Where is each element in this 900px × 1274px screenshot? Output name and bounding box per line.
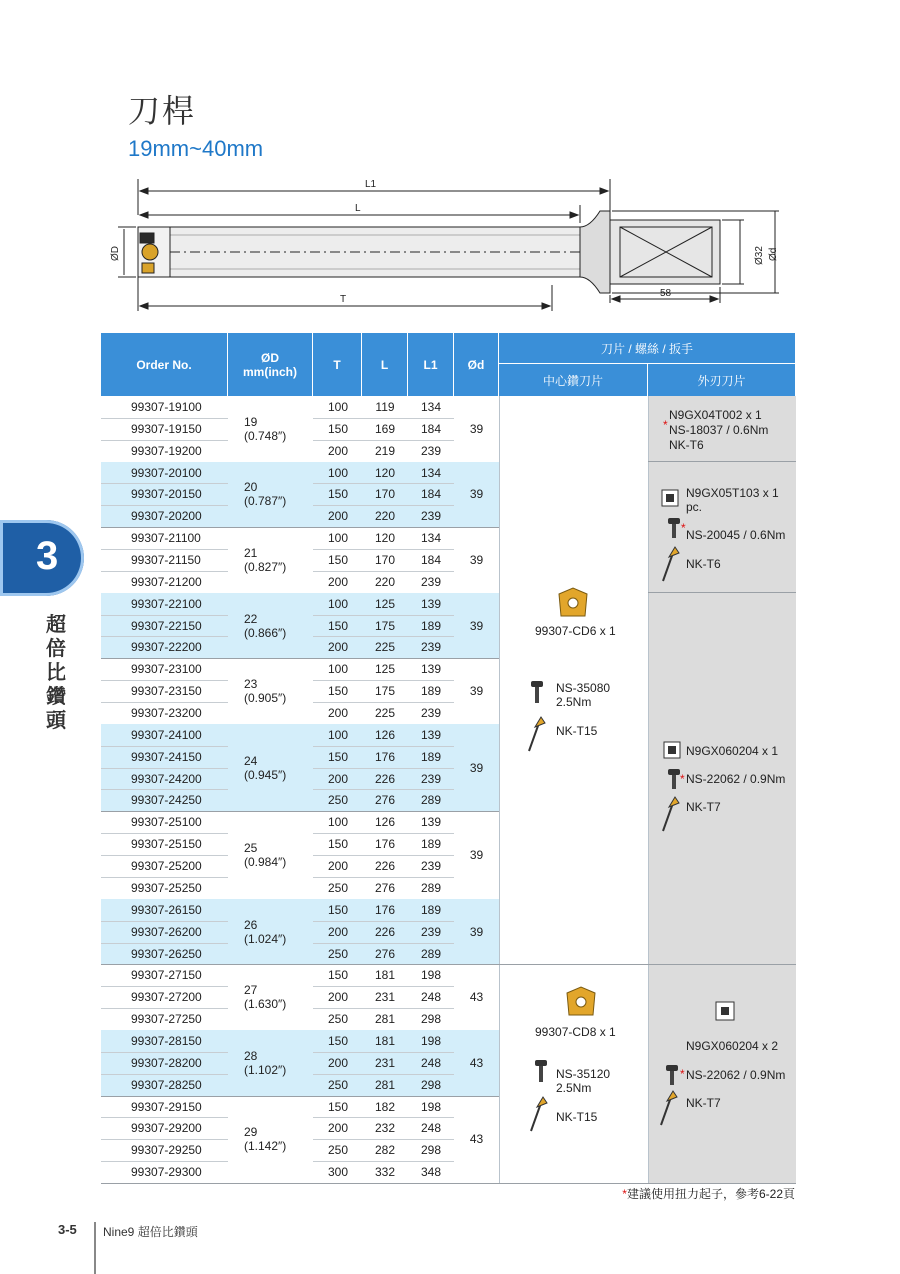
outer1-star: * [663, 418, 668, 432]
l-value: 332 [374, 1165, 396, 1180]
l-value: 170 [374, 487, 396, 502]
dim-d: Ød [768, 247, 779, 261]
diameter-mm: 29 [244, 1125, 258, 1140]
l-value: 226 [374, 771, 396, 786]
order-number: 99307-27200 [131, 990, 202, 1005]
t-value: 150 [327, 902, 349, 917]
l1-value: 348 [420, 1165, 442, 1180]
chapter-tab [0, 520, 84, 596]
l-value: 281 [374, 1077, 396, 1092]
diameter-inch: (0.748″) [244, 428, 287, 443]
t-value: 100 [327, 727, 349, 742]
t-value: 150 [327, 487, 349, 502]
wrench-icon [657, 1089, 679, 1127]
header-group: 刀片 / 螺絲 / 扳手 [499, 333, 796, 364]
diameter-inch: (0.866″) [244, 625, 287, 640]
order-number: 99307-20100 [131, 465, 202, 480]
t-value: 250 [327, 1012, 349, 1027]
l1-value: 289 [420, 946, 442, 961]
order-number: 99307-22150 [131, 618, 202, 633]
l1-value: 298 [420, 1012, 442, 1027]
l-value: 176 [374, 749, 396, 764]
outer3-screw: NS-22062 / 0.9Nm [686, 772, 786, 786]
outer2-insert-a: N9GX05T103 x 1 [686, 486, 779, 500]
t-value: 200 [327, 509, 349, 524]
footnote [622, 1185, 795, 1202]
t-value: 150 [327, 837, 349, 852]
shank-diameter: 39 [469, 618, 484, 633]
order-number: 99307-29150 [131, 1099, 202, 1114]
footnote-star: * [622, 1187, 627, 1201]
outer2-insert-b: pc. [686, 500, 703, 514]
l-value: 170 [374, 553, 396, 568]
center2-screw-a: NS-35120 [556, 1067, 611, 1081]
t-value: 150 [327, 968, 349, 983]
l1-value: 134 [420, 400, 442, 414]
l-value: 220 [374, 509, 396, 524]
l1-value: 198 [420, 1099, 442, 1114]
page-subtitle: 19mm~40mm [128, 136, 264, 161]
order-number: 99307-25200 [131, 859, 202, 874]
l1-value: 289 [420, 880, 442, 895]
order-number: 99307-23150 [131, 684, 202, 699]
t-value: 200 [327, 771, 349, 786]
footnote-text: 建議使用扭力起子，參考6-22頁 [626, 1187, 795, 1201]
order-number: 99307-24100 [131, 727, 202, 742]
order-number: 99307-21150 [131, 553, 201, 568]
l-value: 220 [374, 574, 396, 589]
order-number: 99307-28150 [131, 1033, 202, 1048]
diameter-mm: 23 [244, 677, 258, 692]
section-divider [499, 964, 796, 965]
l1-value: 189 [420, 618, 442, 633]
l-value: 125 [374, 596, 396, 611]
t-value: 200 [327, 1055, 349, 1070]
header-dia-label: ØD [261, 350, 279, 365]
diameter-inch: (1.024″) [244, 931, 287, 946]
shank-diameter: 39 [469, 421, 484, 436]
center1-screw-b: 2.5Nm [556, 695, 592, 709]
shank-diameter: 39 [469, 487, 484, 502]
shank-diameter: 43 [469, 1132, 484, 1147]
chapter-number: 3 [36, 534, 59, 578]
shank-diameter: 39 [469, 552, 484, 567]
header-outer: 外刃刀片 [648, 364, 796, 396]
l-value: 181 [374, 1033, 396, 1048]
l-value: 119 [375, 400, 395, 414]
t-value: 200 [327, 859, 349, 874]
t-value: 150 [327, 421, 349, 436]
l-value: 176 [374, 837, 396, 852]
screw-icon [665, 1065, 681, 1087]
l1-value: 198 [420, 968, 442, 983]
dim-l1: L1 [365, 179, 377, 190]
l-value: 231 [374, 1055, 396, 1070]
l1-value: 239 [420, 509, 442, 524]
diameter-mm: 22 [244, 611, 258, 626]
outer4-insert: N9GX060204 x 2 [686, 1039, 779, 1053]
diameter-cell [244, 546, 286, 574]
l1-value: 239 [420, 640, 442, 655]
diameter-cell [244, 983, 286, 1011]
t-value: 150 [327, 749, 349, 764]
center2-key: NK-T15 [556, 1110, 598, 1124]
diameter-cell [244, 1049, 286, 1077]
l-value: 126 [374, 727, 396, 742]
l1-value: 248 [420, 1121, 442, 1136]
l1-value: 184 [420, 421, 442, 436]
t-value: 200 [327, 1121, 349, 1136]
diameter-cell [244, 612, 286, 640]
header-order: Order No. [101, 333, 228, 396]
l-value: 181 [374, 968, 396, 983]
order-number: 99307-24150 [131, 749, 202, 764]
order-number: 99307-25100 [131, 815, 202, 830]
l-value: 276 [374, 946, 396, 961]
center1-key: NK-T15 [556, 724, 598, 738]
order-number: 99307-19200 [131, 443, 202, 458]
l-value: 226 [374, 859, 396, 874]
l1-value: 239 [420, 443, 442, 458]
diameter-inch: (1.142″) [244, 1139, 287, 1154]
t-value: 250 [327, 793, 349, 808]
order-number: 99307-29250 [131, 1143, 202, 1158]
insert-square-icon [715, 1001, 735, 1021]
l-value: 126 [374, 815, 396, 830]
l-value: 225 [374, 706, 396, 721]
header-dia [228, 333, 313, 396]
diameter-inch: (1.102″) [244, 1062, 287, 1077]
tool-drawing [100, 175, 800, 315]
order-number: 99307-19150 [131, 421, 202, 436]
l1-value: 248 [420, 1055, 442, 1070]
screw-icon [533, 1060, 549, 1084]
order-number: 99307-21200 [131, 574, 202, 589]
l1-value: 139 [420, 815, 442, 830]
diameter-mm: 20 [244, 480, 258, 495]
t-value: 100 [327, 400, 349, 414]
order-number: 99307-26200 [131, 924, 202, 939]
outer-divider [648, 592, 796, 593]
wrench-icon [525, 715, 547, 753]
t-value: 200 [327, 924, 349, 939]
l1-value: 239 [420, 859, 442, 874]
l1-value: 239 [420, 924, 442, 939]
l-value: 175 [374, 618, 396, 633]
outer3-star: * [680, 772, 685, 786]
order-number: 99307-26250 [131, 946, 202, 961]
insert-square-icon [663, 741, 681, 759]
l1-value: 134 [420, 531, 442, 546]
page-title: 刀桿 [128, 92, 197, 130]
outer2-star: * [681, 521, 686, 535]
diameter-inch: (0.787″) [244, 494, 287, 509]
diameter-mm: 28 [244, 1048, 258, 1063]
l-value: 219 [374, 443, 396, 458]
diameter-inch: (0.827″) [244, 559, 287, 574]
center2-screw-b: 2.5Nm [556, 1081, 592, 1095]
diameter-mm: 24 [244, 753, 258, 768]
order-number: 99307-23100 [131, 662, 202, 677]
header-dia-unit: mm(inch) [243, 364, 297, 379]
l-value: 169 [374, 421, 396, 436]
l1-value: 139 [420, 662, 442, 677]
footer-text: Nine9 超倍比鑽頭 [103, 1225, 198, 1239]
t-value: 250 [327, 880, 349, 895]
diameter-mm: 21 [244, 545, 258, 560]
l1-value: 248 [420, 990, 442, 1005]
l-value: 231 [374, 990, 396, 1005]
t-value: 150 [327, 618, 349, 633]
t-value: 250 [327, 946, 349, 961]
l-value: 226 [374, 924, 396, 939]
l1-value: 184 [420, 487, 442, 502]
outer1-key: NK-T6 [669, 438, 704, 452]
diameter-mm: 19 [244, 414, 258, 429]
l-value: 125 [374, 662, 396, 677]
outer3-insert: N9GX060204 x 1 [686, 744, 779, 758]
order-number: 99307-20200 [131, 509, 202, 524]
l1-value: 298 [420, 1077, 442, 1092]
header-d: Ød [454, 333, 499, 396]
l1-value: 189 [420, 837, 442, 852]
order-number: 99307-27150 [131, 968, 202, 983]
shank-diameter: 39 [469, 760, 484, 775]
order-number: 99307-25150 [131, 837, 202, 852]
diameter-cell [244, 480, 286, 508]
order-number: 99307-22200 [131, 640, 202, 655]
order-number: 99307-21100 [131, 531, 201, 546]
shank-diameter: 43 [469, 1055, 484, 1070]
order-number: 99307-29200 [131, 1121, 202, 1136]
t-value: 200 [327, 443, 349, 458]
l-value: 232 [374, 1121, 396, 1136]
l-value: 175 [374, 684, 396, 699]
order-number: 99307-29300 [131, 1165, 202, 1180]
wrench-icon [527, 1095, 549, 1133]
t-value: 100 [327, 465, 349, 480]
l1-value: 184 [420, 553, 442, 568]
shank-diameter: 43 [469, 990, 484, 1005]
header-t: T [313, 333, 362, 396]
t-value: 200 [327, 574, 349, 589]
wrench-icon [659, 545, 681, 583]
diameter-cell [244, 677, 286, 705]
l-value: 182 [374, 1099, 396, 1114]
order-number: 99307-28200 [131, 1055, 202, 1070]
l1-value: 189 [420, 902, 442, 917]
order-number: 99307-27250 [131, 1012, 202, 1027]
l1-value: 189 [420, 684, 442, 699]
spec-table [101, 333, 796, 1183]
l1-value: 239 [420, 771, 442, 786]
t-value: 250 [327, 1077, 349, 1092]
screw-icon [529, 681, 545, 705]
l1-value: 289 [420, 793, 442, 808]
l-value: 120 [374, 465, 396, 480]
outer3-key: NK-T7 [686, 800, 721, 814]
l1-value: 139 [420, 596, 442, 611]
dim-58: 58 [660, 288, 672, 299]
l-value: 281 [374, 1012, 396, 1027]
order-number: 99307-22100 [131, 596, 202, 611]
t-value: 200 [327, 706, 349, 721]
t-value: 150 [327, 1033, 349, 1048]
order-number: 99307-25250 [131, 880, 202, 895]
l1-value: 239 [420, 706, 442, 721]
diameter-cell [244, 918, 286, 946]
diameter-mm: 25 [244, 841, 258, 856]
diameter-inch: (0.905″) [244, 691, 287, 706]
column-divider [499, 396, 500, 1183]
l-value: 276 [374, 880, 396, 895]
l-value: 120 [374, 531, 396, 546]
l1-value: 139 [420, 727, 442, 742]
l-value: 176 [374, 902, 396, 917]
header-l1: L1 [408, 333, 454, 396]
outer-divider [648, 461, 796, 462]
chapter-title: 超倍比鑽頭 [46, 612, 66, 732]
l1-value: 134 [420, 465, 442, 480]
order-number: 99307-26150 [131, 902, 202, 917]
wrench-icon [659, 795, 681, 833]
outer4-star: * [680, 1067, 685, 1081]
diameter-inch: (0.945″) [244, 767, 287, 782]
l1-value: 298 [420, 1143, 442, 1158]
diameter-cell [244, 841, 286, 869]
dim-d32: Ø32 [754, 246, 765, 265]
center1-screw-a: NS-35080 [556, 681, 611, 695]
diameter-mm: 26 [244, 917, 258, 932]
t-value: 100 [327, 531, 349, 546]
outer1-insert: N9GX04T002 x 1 [669, 408, 762, 422]
l1-value: 198 [420, 1033, 442, 1048]
column-divider [648, 396, 649, 1183]
insert-cd6-icon [553, 586, 593, 622]
order-number: 99307-20150 [131, 487, 202, 502]
dim-l: L [355, 203, 361, 214]
order-number: 99307-28250 [131, 1077, 202, 1092]
shank-diameter: 39 [469, 848, 484, 863]
l1-value: 239 [420, 574, 442, 589]
t-value: 150 [327, 553, 349, 568]
order-number: 99307-19100 [131, 400, 202, 414]
diameter-inch: (0.984″) [244, 855, 287, 870]
t-value: 200 [327, 990, 349, 1005]
table-bottom [101, 1183, 796, 1184]
order-number: 99307-23200 [131, 706, 202, 721]
t-value: 300 [327, 1165, 349, 1180]
shank-diameter: 39 [469, 684, 484, 699]
t-value: 100 [327, 662, 349, 677]
insert-square-icon [661, 489, 679, 507]
shank-diameter: 39 [469, 924, 484, 939]
header-l: L [362, 333, 408, 396]
t-value: 200 [327, 640, 349, 655]
l-value: 225 [374, 640, 396, 655]
header-center: 中心鑽刀片 [499, 364, 648, 396]
diameter-cell [244, 415, 286, 443]
outer1-screw: NS-18037 / 0.6Nm [669, 423, 769, 437]
dim-t: T [340, 294, 347, 305]
t-value: 100 [327, 815, 349, 830]
t-value: 150 [327, 1099, 349, 1114]
outer2-screw: NS-20045 / 0.6Nm [686, 528, 786, 542]
insert-cd8-icon [561, 985, 601, 1021]
t-value: 250 [327, 1143, 349, 1158]
order-number: 99307-24200 [131, 771, 202, 786]
center1-insert: 99307-CD6 x 1 [535, 624, 616, 638]
outer4-screw: NS-22062 / 0.9Nm [686, 1068, 786, 1082]
diameter-mm: 27 [244, 983, 258, 998]
outer2-key: NK-T6 [686, 557, 721, 571]
l-value: 282 [374, 1143, 396, 1158]
diameter-cell [244, 754, 286, 782]
diameter-cell [244, 1125, 286, 1153]
l1-value: 189 [420, 749, 442, 764]
center2-insert: 99307-CD8 x 1 [535, 1025, 616, 1039]
t-value: 150 [327, 684, 349, 699]
diameter-inch: (1.630″) [244, 997, 287, 1012]
l-value: 276 [374, 793, 396, 808]
footer-divider [94, 1222, 96, 1274]
order-number: 99307-24250 [131, 793, 202, 808]
page-number: 3-5 [58, 1222, 77, 1237]
dim-d-outer: ØD [110, 246, 121, 261]
t-value: 100 [327, 596, 349, 611]
outer4-key: NK-T7 [686, 1096, 721, 1110]
